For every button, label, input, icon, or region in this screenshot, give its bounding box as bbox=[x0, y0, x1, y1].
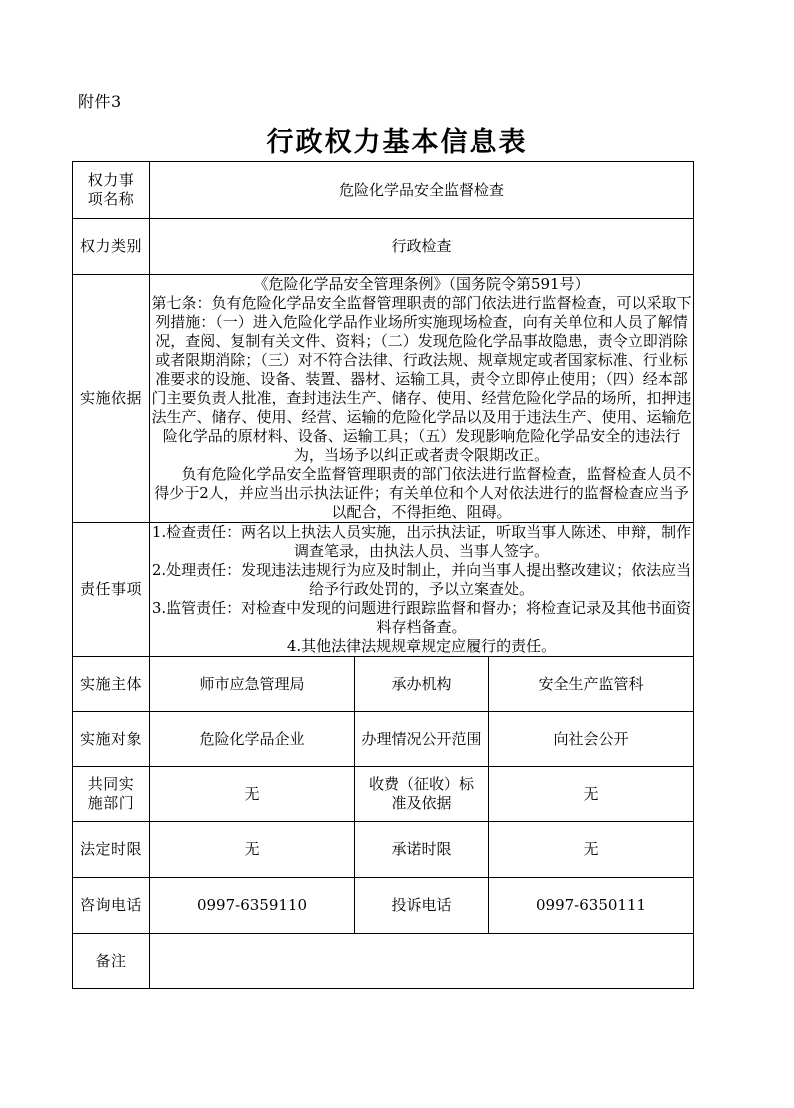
power-name-value: 危险化学品安全监督检查 bbox=[150, 162, 694, 219]
remark-label: 备注 bbox=[73, 934, 150, 989]
subject-label: 实施主体 bbox=[73, 657, 150, 712]
fee-value: 无 bbox=[489, 767, 694, 822]
table-row bbox=[73, 162, 694, 219]
legal-time-value: 无 bbox=[150, 822, 355, 878]
disclosure-value: 向社会公开 bbox=[489, 712, 694, 767]
responsibility-label: 责任事项 bbox=[73, 523, 150, 657]
remark-value bbox=[150, 934, 694, 989]
object-value: 危险化学品企业 bbox=[150, 712, 355, 767]
responsibility-line: 3.监管责任：对检查中发现的问题进行跟踪监督和督办；将检查记录及其他书面资料存档备查。 bbox=[151, 599, 692, 636]
consult-phone-label: 咨询电话 bbox=[73, 878, 150, 934]
responsibility-text bbox=[150, 523, 694, 657]
power-type-value: 行政检查 bbox=[150, 219, 694, 275]
table-row bbox=[73, 712, 694, 767]
power-type-label: 权力类别 bbox=[73, 219, 150, 275]
complaint-phone-label: 投诉电话 bbox=[355, 878, 489, 934]
info-table bbox=[72, 161, 694, 989]
object-label: 实施对象 bbox=[73, 712, 150, 767]
basis-line: 第七条：负有危险化学品安全监督管理职责的部门依法进行监督检查，可以采取下列措施：（一）进入危险化学品作业场所实施现场检查，向有关单位和人员了解情况，查阅、复制有关文件、资料；（二）发现危险化学品事故隐患，责令立即消除或者限期消除；（三）对不符合法律、行政法规、规章规定或者国家标准、行业标准要求的设施、设备、装置、器材、运输工具，责令立即停止使用；（四）经本部门主要负责人批准，查封违法生产、储存、使用、经营危险化学品的场所，扣押违法生产、储存、使用、经营、运输的危险化学品以及用于违法生产、使用、运输危险化学品的原材料、设备、运输工具；（五）发现影响危险化学品安全的违法行为，当场予以纠正或者责令限期改正。 bbox=[151, 294, 692, 464]
table-row bbox=[73, 767, 694, 822]
disclosure-label: 办理情况公开范围 bbox=[355, 712, 489, 767]
basis-line: 《危险化学品安全管理条例》（国务院令第591号） bbox=[253, 275, 590, 293]
basis-text bbox=[150, 275, 694, 523]
undertaking-value: 安全生产监管科 bbox=[489, 657, 694, 712]
responsibility-line: 2.处理责任：发现违法违规行为应及时制止，并向当事人提出整改建议；依法应当给予行政处罚的，予以立案查处。 bbox=[151, 561, 692, 598]
page-title: 行政权力基本信息表 bbox=[266, 127, 528, 158]
table-row bbox=[73, 934, 694, 989]
promised-time-value: 无 bbox=[489, 822, 694, 878]
table-row bbox=[73, 878, 694, 934]
table-row bbox=[73, 219, 694, 275]
table-row bbox=[73, 657, 694, 712]
responsibility-line: 1.检查责任：两名以上执法人员实施，出示执法证，听取当事人陈述、申辩，制作调查笔录，由执法人员、当事人签字。 bbox=[151, 523, 692, 560]
table-row bbox=[73, 822, 694, 878]
table-row bbox=[73, 275, 694, 523]
basis-line: 负有危险化学品安全监督管理职责的部门依法进行监督检查，监督检查人员不得少于2人，并应当出示执法证件；有关单位和个人对依法进行的监督检查应当予以配合，不得拒绝、阻碍。 bbox=[154, 465, 692, 521]
joint-label: 共同实施部门 bbox=[73, 767, 150, 822]
complaint-phone-value: 0997-6350111 bbox=[489, 878, 694, 934]
undertaking-label: 承办机构 bbox=[355, 657, 489, 712]
fee-label: 收费（征收）标准及依据 bbox=[355, 767, 489, 822]
responsibility-line: 4.其他法律法规规章规定应履行的责任。 bbox=[286, 637, 557, 655]
consult-phone-value: 0997-6359110 bbox=[150, 878, 355, 934]
basis-label: 实施依据 bbox=[73, 275, 150, 523]
power-name-label: 权力事项名称 bbox=[73, 162, 150, 219]
joint-value: 无 bbox=[150, 767, 355, 822]
table-row bbox=[73, 523, 694, 657]
subject-value: 师市应急管理局 bbox=[150, 657, 355, 712]
promised-time-label: 承诺时限 bbox=[355, 822, 489, 878]
attachment-label: 附件3 bbox=[78, 92, 122, 111]
legal-time-label: 法定时限 bbox=[73, 822, 150, 878]
